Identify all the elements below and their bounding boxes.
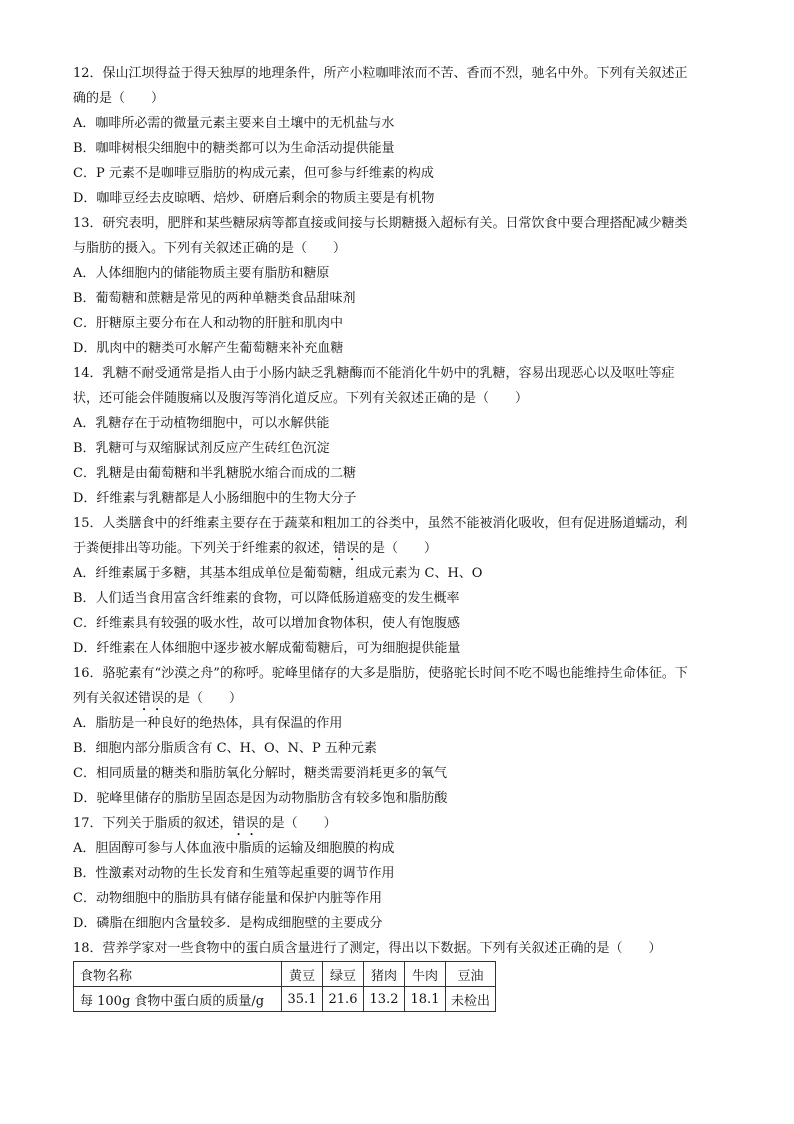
- table-cell: 食物名称: [74, 962, 282, 987]
- question-stem: 17．下列关于脂质的叙述，错误的是（ ）: [73, 816, 337, 831]
- option-c: C．P 元素不是咖啡豆脂肪的构成元素，但可参与纤维素的构成: [73, 166, 434, 181]
- option-a: A．脂肪是一种良好的绝热体，具有保温的作用: [73, 716, 343, 731]
- option-d: D．纤维素在人体细胞中逐步被水解成葡萄糖后，可为细胞提供能量: [73, 641, 461, 656]
- option-b: B．人们适当食用富含纤维素的食物，可以降低肠道癌变的发生概率: [73, 591, 460, 606]
- option-d: D．驼峰里储存的脂肪呈固态是因为动物脂肪含有较多饱和脂肪酸: [73, 791, 448, 806]
- option-b: B．性激素对动物的生长发育和生殖等起重要的调节作用: [73, 866, 395, 881]
- option-b: B．咖啡树根尖细胞中的糖类都可以为生命活动提供能量: [73, 141, 395, 156]
- option-d: D．纤维素与乳糖都是人小肠细胞中的生物大分子: [73, 491, 357, 506]
- table-cell: 未检出: [446, 987, 496, 1012]
- option-a: A．纤维素属于多糖，其基本组成单位是葡萄糖，组成元素为 C、H、O: [73, 566, 483, 581]
- question-stem: 15．人类膳食中的纤维素主要存在于蔬菜和粗加工的谷类中，虽然不能被消化吸收，但有促进肠道蠕动，利: [73, 516, 688, 531]
- protein-table: [73, 961, 496, 1012]
- option-c: C．纤维素具有较强的吸水性，故可以增加食物体积，使人有饱腹感: [73, 616, 460, 631]
- question-14: [73, 361, 723, 511]
- table-cell: 35.1: [282, 987, 323, 1012]
- option-d: D．磷脂在细胞内含量较多．是构成细胞壁的主要成分: [73, 916, 383, 931]
- option-a: A．人体细胞内的储能物质主要有脂肪和糖原: [73, 266, 330, 281]
- question-stem: 于粪便排出等功能。下列关于纤维素的叙述，错误的是（ ）: [73, 541, 438, 556]
- option-a: A．咖啡所必需的微量元素主要来自土壤中的无机盐与水: [73, 116, 395, 131]
- table-cell: 猪肉: [364, 962, 405, 987]
- option-b: B．葡萄糖和蔗糖是常见的两种单糖类食品甜味剂: [73, 291, 356, 306]
- question-13: [73, 211, 723, 361]
- question-12: [73, 61, 723, 211]
- option-d: D．咖啡豆经去皮晾晒、焙炒、研磨后剩余的物质主要是有机物: [73, 191, 435, 206]
- question-stem: 列有关叙述错误的是（ ）: [73, 691, 243, 706]
- question-stem: 13．研究表明，肥胖和某些糖尿病等都直接或间接与长期糖摄入超标有关。日常饮食中要合理搭配减少糖类: [73, 216, 688, 231]
- option-a: A．胆固醇可参与人体血液中脂质的运输及细胞膜的构成: [73, 841, 395, 856]
- table-cell: 黄豆: [282, 962, 323, 987]
- simple-questions: [73, 61, 723, 511]
- option-d: D．肌肉中的糖类可水解产生葡萄糖来补充血糖: [73, 341, 344, 356]
- question-stem: 18．营养学家对一些食物中的蛋白质含量进行了测定，得出以下数据。下列有关叙述正确的是（ ）: [73, 941, 662, 956]
- option-c: C．相同质量的糖类和脂肪氧化分解时，糖类需要消耗更多的氧气: [73, 766, 447, 781]
- question-stem: 16．骆驼素有“沙漠之舟”的称呼。驼峰里储存的大多是脂肪，使骆驼长时间不吃不喝也能维持生命体征。下: [73, 666, 688, 681]
- table-cell: 牛肉: [405, 962, 446, 987]
- option-c: C．动物细胞中的脂肪具有储存能量和保护内脏等作用: [73, 891, 382, 906]
- option-a: A．乳糖存在于动植物细胞中，可以水解供能: [73, 416, 330, 431]
- question-stem: 12．保山江坝得益于得天独厚的地理条件，所产小粒咖啡浓而不苦、香而不烈，驰名中外。下列有关叙述正: [73, 66, 688, 81]
- option-b: B．乳糖可与双缩脲试剂反应产生砖红色沉淀: [73, 441, 330, 456]
- table-cell: 18.1: [405, 987, 446, 1012]
- table-cell: 绿豆: [323, 962, 364, 987]
- question-stem: 确的是（ ）: [73, 91, 165, 106]
- question-list: [73, 61, 723, 1012]
- emphasis-mark: 错误: [232, 816, 259, 831]
- emphasis-mark: 错误: [138, 691, 165, 706]
- question-stem: 状，还可能会伴随腹痛以及腹泻等消化道反应。下列有关叙述正确的是（ ）: [73, 391, 529, 406]
- emphasis-mark: 错误: [333, 541, 360, 556]
- question-17: [73, 811, 723, 936]
- option-c: C．肝糖原主要分布在人和动物的肝脏和肌肉中: [73, 316, 343, 331]
- question-18: [73, 936, 723, 1012]
- table-row: [74, 987, 496, 1012]
- table-cell: 每 100g 食物中蛋白质的质量/g: [74, 987, 282, 1012]
- table-cell: 21.6: [323, 987, 364, 1012]
- question-16: [73, 661, 723, 811]
- table-cell: 豆油: [446, 962, 496, 987]
- table-header-row: [74, 962, 496, 987]
- table-cell: 13.2: [364, 987, 405, 1012]
- option-c: C．乳糖是由葡萄糖和半乳糖脱水缩合而成的二糖: [73, 466, 356, 481]
- question-15: [73, 511, 723, 661]
- question-stem: 与脂肪的摄入。下列有关叙述正确的是（ ）: [73, 241, 347, 256]
- option-b: B．细胞内部分脂质含有 C、H、O、N、P 五种元素: [73, 741, 377, 756]
- question-stem: 14．乳糖不耐受通常是指人由于小肠内缺乏乳糖酶而不能消化牛奶中的乳糖，容易出现恶心以及呕吐等症: [73, 366, 675, 381]
